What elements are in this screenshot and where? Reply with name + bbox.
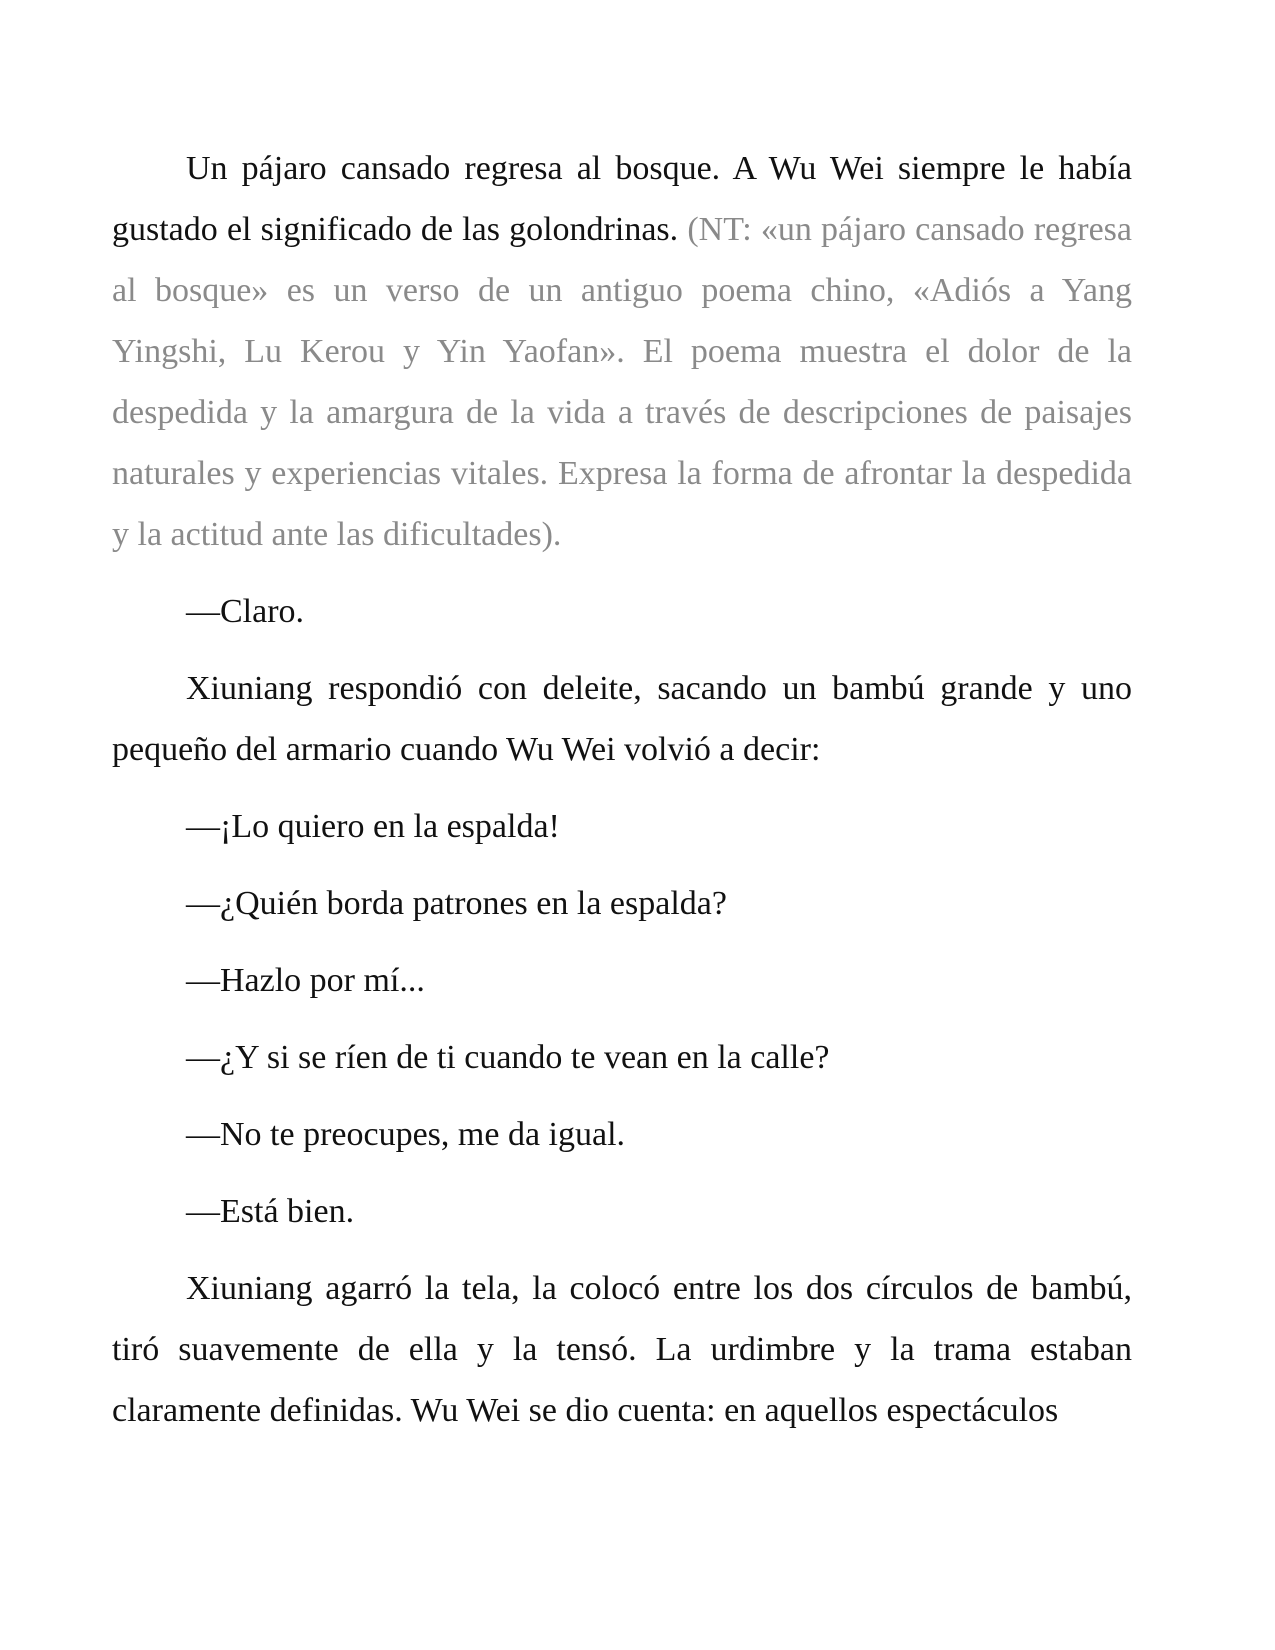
paragraph-intro-text: Un pájaro cansado regresa al bosque. A Wu Wei siempre le había gustado el significado de las golondrinas. (112, 150, 1132, 248)
dialogue-line-no-te-preocupes: —No te preocupes, me da igual. (186, 1116, 626, 1153)
dialogue-line-hazlo: —Hazlo por mí... (186, 962, 425, 999)
paragraph-xiuniang-response: Xiuniang respondió con deleite, sacando un bambú grande y uno pequeño del armario cuando Wu Wei volvió a decir: (112, 670, 1132, 768)
dialogue-line-quien-borda: —¿Quién borda patrones en la espalda? (186, 885, 727, 922)
dialogue-line-claro: —Claro. (186, 593, 305, 630)
paragraph-intro (112, 138, 1132, 565)
dialogue-line-se-rien: —¿Y si se ríen de ti cuando te vean en la calle? (186, 1039, 830, 1076)
document-page (112, 138, 1132, 1441)
paragraph-xiuniang-tela: Xiuniang agarró la tela, la colocó entre los dos círculos de bambú, tiró suavemente de ella y la tensó. La urdimbre y la trama estaban claramente definidas. Wu Wei se dio cuenta: en aquellos espectáculos (112, 1270, 1132, 1429)
dialogue-line-espalda: —¡Lo quiero en la espalda! (186, 808, 560, 845)
dialogue-line-esta-bien: —Está bien. (186, 1193, 355, 1230)
translator-note: (NT: «un pájaro cansado regresa al bosque» es un verso de un antiguo poema chino, «Adiós a Yang Yingshi, Lu Kerou y Yin Yaofan». El poema muestra el dolor de la despedida y la amargura de la vida a través de descripciones de paisajes naturales y experiencias vitales. Expresa la forma de afrontar la despedida y la actitud ante las dificultades). (112, 211, 1132, 553)
